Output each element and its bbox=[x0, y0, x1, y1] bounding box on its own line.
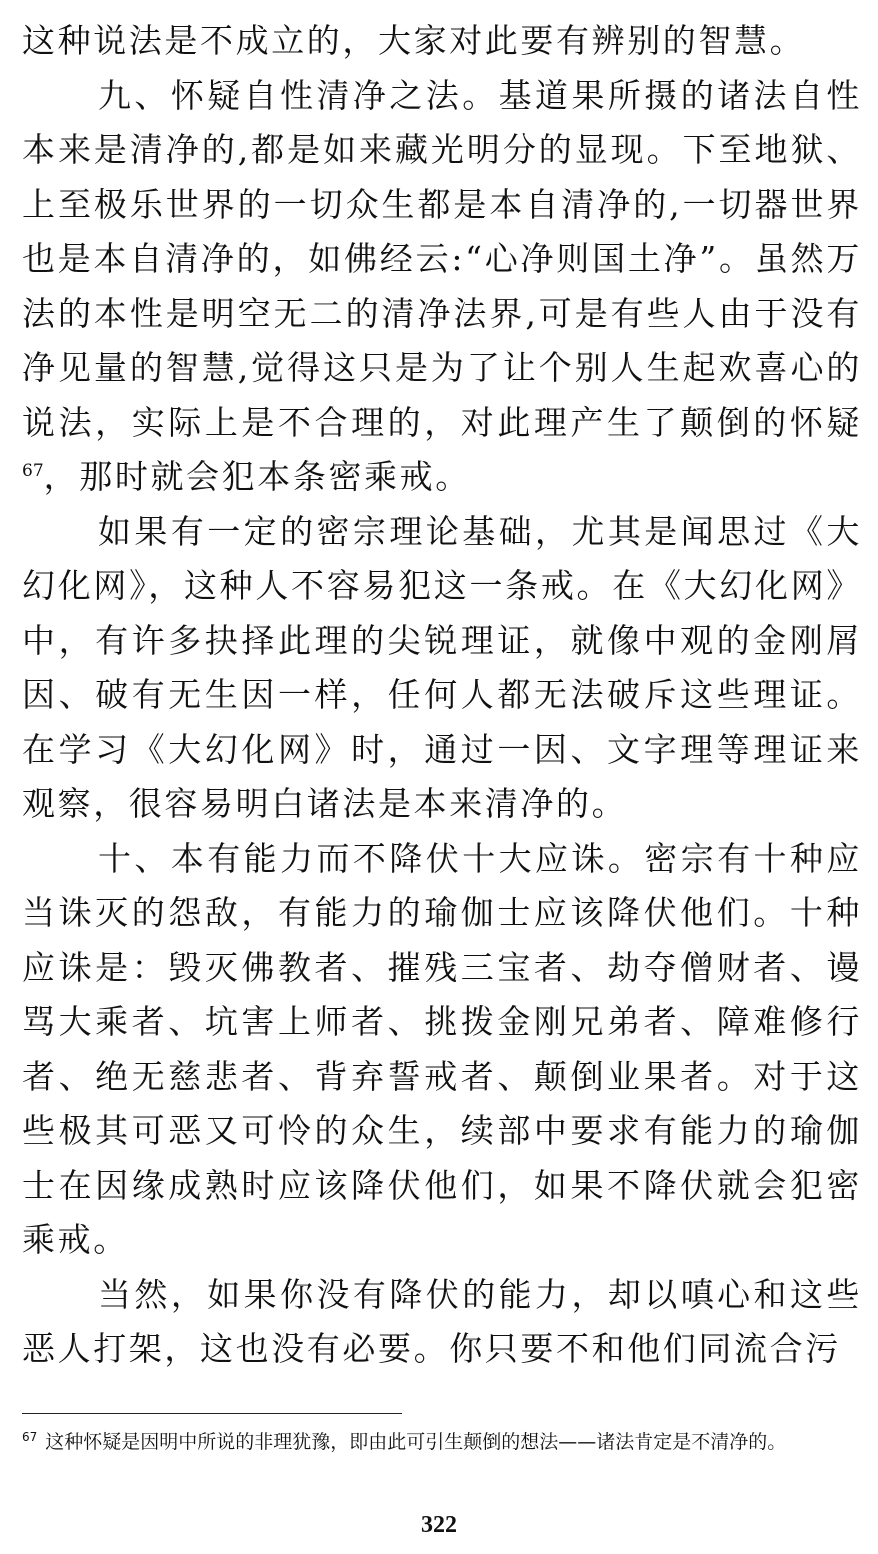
footnote-reference: 67 bbox=[22, 461, 44, 481]
main-text bbox=[22, 14, 862, 1377]
footnote bbox=[22, 1428, 862, 1457]
paragraph-2: 如果有一定的密宗理论基础，尤其是闻思过《大幻化网》，这种人不容易犯这一条戒。在《大幻化网》中，有许多抉择此理的尖锐理证，就像中观的金刚屑因、破有无生因一样，任何人都无法破斥这些理证。在学习《大幻化网》时，通过一因、文字理等理证来观察，很容易明白诸法是本来清净的。 bbox=[22, 511, 862, 823]
footnote-text: 这种怀疑是因明中所说的非理犹豫，即由此可引生颠倒的想法——诸法肯定是不清净的。 bbox=[45, 1431, 787, 1453]
footnote-divider bbox=[22, 1413, 402, 1414]
paragraph-1-text-a: 九、怀疑自性清净之法。基道果所摄的诸法自性本来是清净的,都是如来藏光明分的显现。下至地狱、上至极乐世界的一切众生都是本自清净的,一切器世界也是本自清净的，如佛经云:“心净则国土净”。虽然万法的本性是明空无二的清净法界,可是有些人由于没有净见量的智慧,觉得这只是为了让个别人生起欢喜心的说法，实际上是不合理的，对此理产生了颠倒的怀疑 bbox=[22, 75, 862, 442]
paragraph-3: 十、本有能力而不降伏十大应诛。密宗有十种应当诛灭的怨敌，有能力的瑜伽士应该降伏他们。十种应诛是：毁灭佛教者、摧残三宝者、劫夺僧财者、谩骂大乘者、坑害上师者、挑拨金刚兄弟者、障难修行者、绝无慈悲者、背弃誓戒者、颠倒业果者。对于这些极其可恶又可怜的众生，续部中要求有能力的瑜伽士在因缘成熟时应该降伏他们，如果不降伏就会犯密乘戒。 bbox=[22, 838, 862, 1259]
page-number: 322 bbox=[421, 1512, 457, 1538]
paragraph-1 bbox=[22, 69, 862, 505]
paragraph-4: 当然，如果你没有降伏的能力，却以嗔心和这些恶人打架，这也没有必要。你只要不和他们同流合污 bbox=[22, 1274, 862, 1368]
paragraph-1-text-b: ，那时就会犯本条密乘戒。 bbox=[43, 457, 471, 496]
footnote-number: 67 bbox=[22, 1429, 38, 1444]
paragraph-0: 这种说法是不成立的，大家对此要有辨别的智慧。 bbox=[22, 21, 806, 60]
